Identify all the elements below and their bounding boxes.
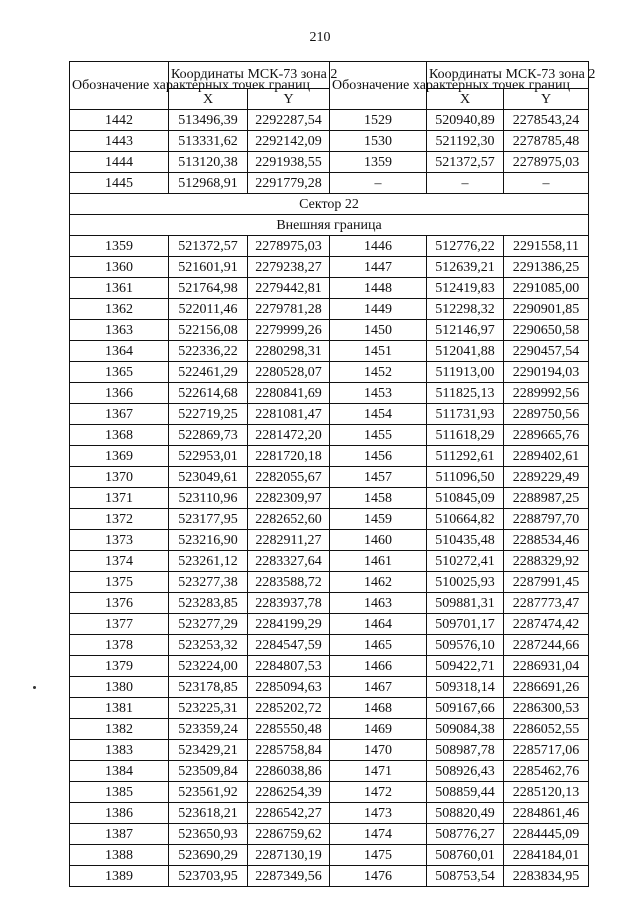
table-cell: 509576,10 <box>427 635 504 656</box>
table-cell: 2291779,28 <box>248 173 330 194</box>
table-row <box>70 404 589 425</box>
table-cell: 522461,29 <box>169 362 248 383</box>
table-cell: 1453 <box>330 383 427 404</box>
table-cell: 1371 <box>70 488 169 509</box>
table-cell: 1467 <box>330 677 427 698</box>
table-cell: 2284861,46 <box>504 803 589 824</box>
table-cell: 1475 <box>330 845 427 866</box>
table-row <box>70 698 589 719</box>
table-cell: 2285550,48 <box>248 719 330 740</box>
table-cell: 1387 <box>70 824 169 845</box>
table-cell: 1474 <box>330 824 427 845</box>
table-cell: 521192,30 <box>427 131 504 152</box>
table-cell: 1369 <box>70 446 169 467</box>
table-cell: 523277,38 <box>169 572 248 593</box>
table-cell: 509881,31 <box>427 593 504 614</box>
table-cell: 2290901,85 <box>504 299 589 320</box>
table-row <box>70 383 589 404</box>
table-cell: 1458 <box>330 488 427 509</box>
sector-section <box>70 194 589 236</box>
table-cell: 2278785,48 <box>504 131 589 152</box>
table-row <box>70 173 589 194</box>
table-row <box>70 341 589 362</box>
table-row <box>70 761 589 782</box>
table-cell: 2280841,69 <box>248 383 330 404</box>
table-cell: 2286052,55 <box>504 719 589 740</box>
table-cell: 523224,00 <box>169 656 248 677</box>
table-cell: 2285094,63 <box>248 677 330 698</box>
table-cell: 2292142,09 <box>248 131 330 152</box>
table-cell: 2285202,72 <box>248 698 330 719</box>
table-cell: 2281720,18 <box>248 446 330 467</box>
table-cell: 1465 <box>330 635 427 656</box>
table-cell: 523618,21 <box>169 803 248 824</box>
table-cell: 512968,91 <box>169 173 248 194</box>
table-cell: 1476 <box>330 866 427 887</box>
table-cell: 1448 <box>330 278 427 299</box>
table-cell: 2289402,61 <box>504 446 589 467</box>
table-cell: 523690,29 <box>169 845 248 866</box>
table-cell: 511731,93 <box>427 404 504 425</box>
table-cell: 1447 <box>330 257 427 278</box>
table-cell: 2287474,42 <box>504 614 589 635</box>
table-cell: 1442 <box>70 110 169 131</box>
table-cell: 1463 <box>330 593 427 614</box>
boundary-title: Внешняя граница <box>70 215 589 236</box>
table-row <box>70 551 589 572</box>
table-row <box>70 131 589 152</box>
table-row <box>70 509 589 530</box>
table-cell: 1461 <box>330 551 427 572</box>
table-row <box>70 488 589 509</box>
table-cell: 521372,57 <box>169 236 248 257</box>
table-cell: 1389 <box>70 866 169 887</box>
table-cell: 1386 <box>70 803 169 824</box>
table-cell: 1364 <box>70 341 169 362</box>
table-row <box>70 677 589 698</box>
table-cell: 1464 <box>330 614 427 635</box>
table-cell: 2286691,26 <box>504 677 589 698</box>
table-cell: 1382 <box>70 719 169 740</box>
table-cell: 2289750,56 <box>504 404 589 425</box>
table-cell: 2286931,04 <box>504 656 589 677</box>
table-cell: 2281472,20 <box>248 425 330 446</box>
coords-header-left: Координаты МСК-73 зона 2 <box>169 62 330 89</box>
table-cell: 2286254,39 <box>248 782 330 803</box>
table-cell: 523049,61 <box>169 467 248 488</box>
table-cell: 2292287,54 <box>248 110 330 131</box>
table-cell: 2281081,47 <box>248 404 330 425</box>
table-cell: 1385 <box>70 782 169 803</box>
table-cell: 2291558,11 <box>504 236 589 257</box>
table-cell: 520940,89 <box>427 110 504 131</box>
table-cell: 1455 <box>330 425 427 446</box>
table-row <box>70 803 589 824</box>
table-cell: 2279999,26 <box>248 320 330 341</box>
table-cell: 509084,38 <box>427 719 504 740</box>
table-row <box>70 824 589 845</box>
table-cell: 2279238,27 <box>248 257 330 278</box>
coordinates-table <box>69 61 596 887</box>
table-row <box>70 719 589 740</box>
table-cell: 511292,61 <box>427 446 504 467</box>
table-cell: 522719,25 <box>169 404 248 425</box>
table-cell: 2291386,25 <box>504 257 589 278</box>
table-cell: 511618,29 <box>427 425 504 446</box>
table-cell: 1457 <box>330 467 427 488</box>
table-cell: 523110,96 <box>169 488 248 509</box>
table-cell: 523703,95 <box>169 866 248 887</box>
table-cell: 1462 <box>330 572 427 593</box>
table-cell: 523253,32 <box>169 635 248 656</box>
table-cell: 2289992,56 <box>504 383 589 404</box>
table-cell: 2287244,66 <box>504 635 589 656</box>
table-cell: 2291938,55 <box>248 152 330 173</box>
table-cell: 523650,93 <box>169 824 248 845</box>
table-cell: 522336,22 <box>169 341 248 362</box>
table-row <box>70 236 589 257</box>
table-cell: 2279442,81 <box>248 278 330 299</box>
table-cell: 1468 <box>330 698 427 719</box>
table-cell: 521601,91 <box>169 257 248 278</box>
table-cell: 1473 <box>330 803 427 824</box>
table-cell: 1443 <box>70 131 169 152</box>
table-cell: 523216,90 <box>169 530 248 551</box>
table-row <box>70 152 589 173</box>
table-cell: 509318,14 <box>427 677 504 698</box>
table-cell: – <box>330 173 427 194</box>
table-cell: 1373 <box>70 530 169 551</box>
table-cell: 1377 <box>70 614 169 635</box>
table-cell: 1471 <box>330 761 427 782</box>
table-cell: 2283588,72 <box>248 572 330 593</box>
table-cell: 1370 <box>70 467 169 488</box>
table-cell: 2286759,62 <box>248 824 330 845</box>
table-row <box>70 278 589 299</box>
table-cell: 2284199,29 <box>248 614 330 635</box>
table-row <box>70 446 589 467</box>
table-row <box>70 320 589 341</box>
table-cell: 508760,01 <box>427 845 504 866</box>
table-cell: 1363 <box>70 320 169 341</box>
table-cell: 523277,29 <box>169 614 248 635</box>
table-cell: 2282911,27 <box>248 530 330 551</box>
table-cell: 2291085,00 <box>504 278 589 299</box>
coords-header-right: Координаты МСК-73 зона 2 <box>427 62 589 89</box>
table-cell: 523561,92 <box>169 782 248 803</box>
table-cell: 2286300,53 <box>504 698 589 719</box>
y-header-right: Y <box>504 89 589 110</box>
table-cell: 1383 <box>70 740 169 761</box>
table-cell: 511825,13 <box>427 383 504 404</box>
table-cell: 1384 <box>70 761 169 782</box>
table-cell: 2278543,24 <box>504 110 589 131</box>
table-cell: 2286542,27 <box>248 803 330 824</box>
table-cell: 509701,17 <box>427 614 504 635</box>
table-cell: 1380 <box>70 677 169 698</box>
table-cell: 2289229,49 <box>504 467 589 488</box>
table-cell: 1445 <box>70 173 169 194</box>
table-cell: 522011,46 <box>169 299 248 320</box>
table-cell: 2288987,25 <box>504 488 589 509</box>
table-cell: 523429,21 <box>169 740 248 761</box>
table-cell: 523178,85 <box>169 677 248 698</box>
table-cell: 2280528,07 <box>248 362 330 383</box>
table-cell: 522614,68 <box>169 383 248 404</box>
table-cell: 1444 <box>70 152 169 173</box>
table-cell: 1375 <box>70 572 169 593</box>
table-cell: 2282652,60 <box>248 509 330 530</box>
table-cell: 509167,66 <box>427 698 504 719</box>
table-row <box>70 425 589 446</box>
point-designation-header-left: Обозначение характерных точек границ <box>70 62 169 110</box>
table-cell: 2290650,58 <box>504 320 589 341</box>
y-header-left: Y <box>248 89 330 110</box>
table-cell: 2290457,54 <box>504 341 589 362</box>
table-cell: 1361 <box>70 278 169 299</box>
table-cell: 522869,73 <box>169 425 248 446</box>
table-cell: 2284184,01 <box>504 845 589 866</box>
table-cell: 2282055,67 <box>248 467 330 488</box>
table-cell: 508776,27 <box>427 824 504 845</box>
table-cell: 1359 <box>330 152 427 173</box>
table-cell: 1469 <box>330 719 427 740</box>
table-cell: 1530 <box>330 131 427 152</box>
table-cell: 1446 <box>330 236 427 257</box>
table-cell: 2288534,46 <box>504 530 589 551</box>
table-cell: 1452 <box>330 362 427 383</box>
table-cell: 2284807,53 <box>248 656 330 677</box>
table-row <box>70 362 589 383</box>
table-cell: 521764,98 <box>169 278 248 299</box>
table-cell: 2282309,97 <box>248 488 330 509</box>
table-cell: 1449 <box>330 299 427 320</box>
table-row <box>70 635 589 656</box>
table-cell: 523359,24 <box>169 719 248 740</box>
table-cell: 2288797,70 <box>504 509 589 530</box>
table-cell: 1466 <box>330 656 427 677</box>
table-cell: 2284547,59 <box>248 635 330 656</box>
table-cell: 512776,22 <box>427 236 504 257</box>
table-cell: 512041,88 <box>427 341 504 362</box>
table-cell: 511096,50 <box>427 467 504 488</box>
table-row <box>70 740 589 761</box>
table-cell: 510435,48 <box>427 530 504 551</box>
table-cell: 523225,31 <box>169 698 248 719</box>
table-row <box>70 257 589 278</box>
table-cell: 522953,01 <box>169 446 248 467</box>
table-cell: 2283834,95 <box>504 866 589 887</box>
table-cell: 2287991,45 <box>504 572 589 593</box>
table-cell: 521372,57 <box>427 152 504 173</box>
table-cell: 1529 <box>330 110 427 131</box>
table-row <box>70 845 589 866</box>
page-number: 210 <box>309 30 331 45</box>
table-cell: 2283937,78 <box>248 593 330 614</box>
table-row <box>70 866 589 887</box>
table-cell: 1388 <box>70 845 169 866</box>
table-cell: 508926,43 <box>427 761 504 782</box>
table-cell: 512298,32 <box>427 299 504 320</box>
table-cell: 1362 <box>70 299 169 320</box>
table-cell: 1368 <box>70 425 169 446</box>
table-cell: 512146,97 <box>427 320 504 341</box>
table-cell: 1376 <box>70 593 169 614</box>
top-rows <box>70 110 589 194</box>
table-cell: 1360 <box>70 257 169 278</box>
table-cell: 2278975,03 <box>504 152 589 173</box>
table-cell: 523177,95 <box>169 509 248 530</box>
table-cell: – <box>504 173 589 194</box>
table-cell: 2290194,03 <box>504 362 589 383</box>
table-cell: 508987,78 <box>427 740 504 761</box>
table-cell: 1456 <box>330 446 427 467</box>
table-cell: 513331,62 <box>169 131 248 152</box>
table-cell: 2287130,19 <box>248 845 330 866</box>
table-cell: 513496,39 <box>169 110 248 131</box>
table-cell: 1472 <box>330 782 427 803</box>
table-cell: 2289665,76 <box>504 425 589 446</box>
table-cell: 2285717,06 <box>504 740 589 761</box>
table-row <box>70 593 589 614</box>
table-cell: 1454 <box>330 404 427 425</box>
table-cell: 2286038,86 <box>248 761 330 782</box>
table-row <box>70 299 589 320</box>
table-cell: – <box>427 173 504 194</box>
table-cell: 1450 <box>330 320 427 341</box>
table-cell: 2279781,28 <box>248 299 330 320</box>
table-row <box>70 110 589 131</box>
table-cell: 510664,82 <box>427 509 504 530</box>
table-cell: 512639,21 <box>427 257 504 278</box>
table-cell: 510025,93 <box>427 572 504 593</box>
table-cell: 1374 <box>70 551 169 572</box>
table-cell: 512419,83 <box>427 278 504 299</box>
table-cell: 2287349,56 <box>248 866 330 887</box>
table-cell: 1460 <box>330 530 427 551</box>
table-cell: 1359 <box>70 236 169 257</box>
table-cell: 1470 <box>330 740 427 761</box>
table-cell: 2284445,09 <box>504 824 589 845</box>
point-designation-header-right: Обозначение характерных точек границ <box>330 62 427 110</box>
table-cell: 1378 <box>70 635 169 656</box>
table-cell: 523261,12 <box>169 551 248 572</box>
table-row <box>70 530 589 551</box>
table-cell: 1366 <box>70 383 169 404</box>
table-cell: 1372 <box>70 509 169 530</box>
table-cell: 523283,85 <box>169 593 248 614</box>
table-cell: 2283327,64 <box>248 551 330 572</box>
table-cell: 1459 <box>330 509 427 530</box>
table-cell: 1451 <box>330 341 427 362</box>
x-header-right: X <box>427 89 504 110</box>
table-cell: 508753,54 <box>427 866 504 887</box>
table-cell: 2278975,03 <box>248 236 330 257</box>
table-cell: 2287773,47 <box>504 593 589 614</box>
table-cell: 2280298,31 <box>248 341 330 362</box>
scan-speck <box>33 686 36 689</box>
table-row <box>70 782 589 803</box>
table-cell: 1365 <box>70 362 169 383</box>
table-cell: 2285120,13 <box>504 782 589 803</box>
table-cell: 1367 <box>70 404 169 425</box>
table-cell: 513120,38 <box>169 152 248 173</box>
table-cell: 2285758,84 <box>248 740 330 761</box>
table-row <box>70 614 589 635</box>
table-cell: 511913,00 <box>427 362 504 383</box>
table-cell: 508859,44 <box>427 782 504 803</box>
table-cell: 2288329,92 <box>504 551 589 572</box>
table-cell: 510845,09 <box>427 488 504 509</box>
x-header-left: X <box>169 89 248 110</box>
sector-title: Сектор 22 <box>70 194 589 215</box>
table-cell: 509422,71 <box>427 656 504 677</box>
table-cell: 523509,84 <box>169 761 248 782</box>
table-cell: 510272,41 <box>427 551 504 572</box>
table-cell: 1381 <box>70 698 169 719</box>
table-row <box>70 572 589 593</box>
table-row <box>70 467 589 488</box>
sector-rows <box>70 236 589 887</box>
table-cell: 508820,49 <box>427 803 504 824</box>
table-cell: 2285462,76 <box>504 761 589 782</box>
table-cell: 1379 <box>70 656 169 677</box>
table-row <box>70 656 589 677</box>
table-cell: 522156,08 <box>169 320 248 341</box>
